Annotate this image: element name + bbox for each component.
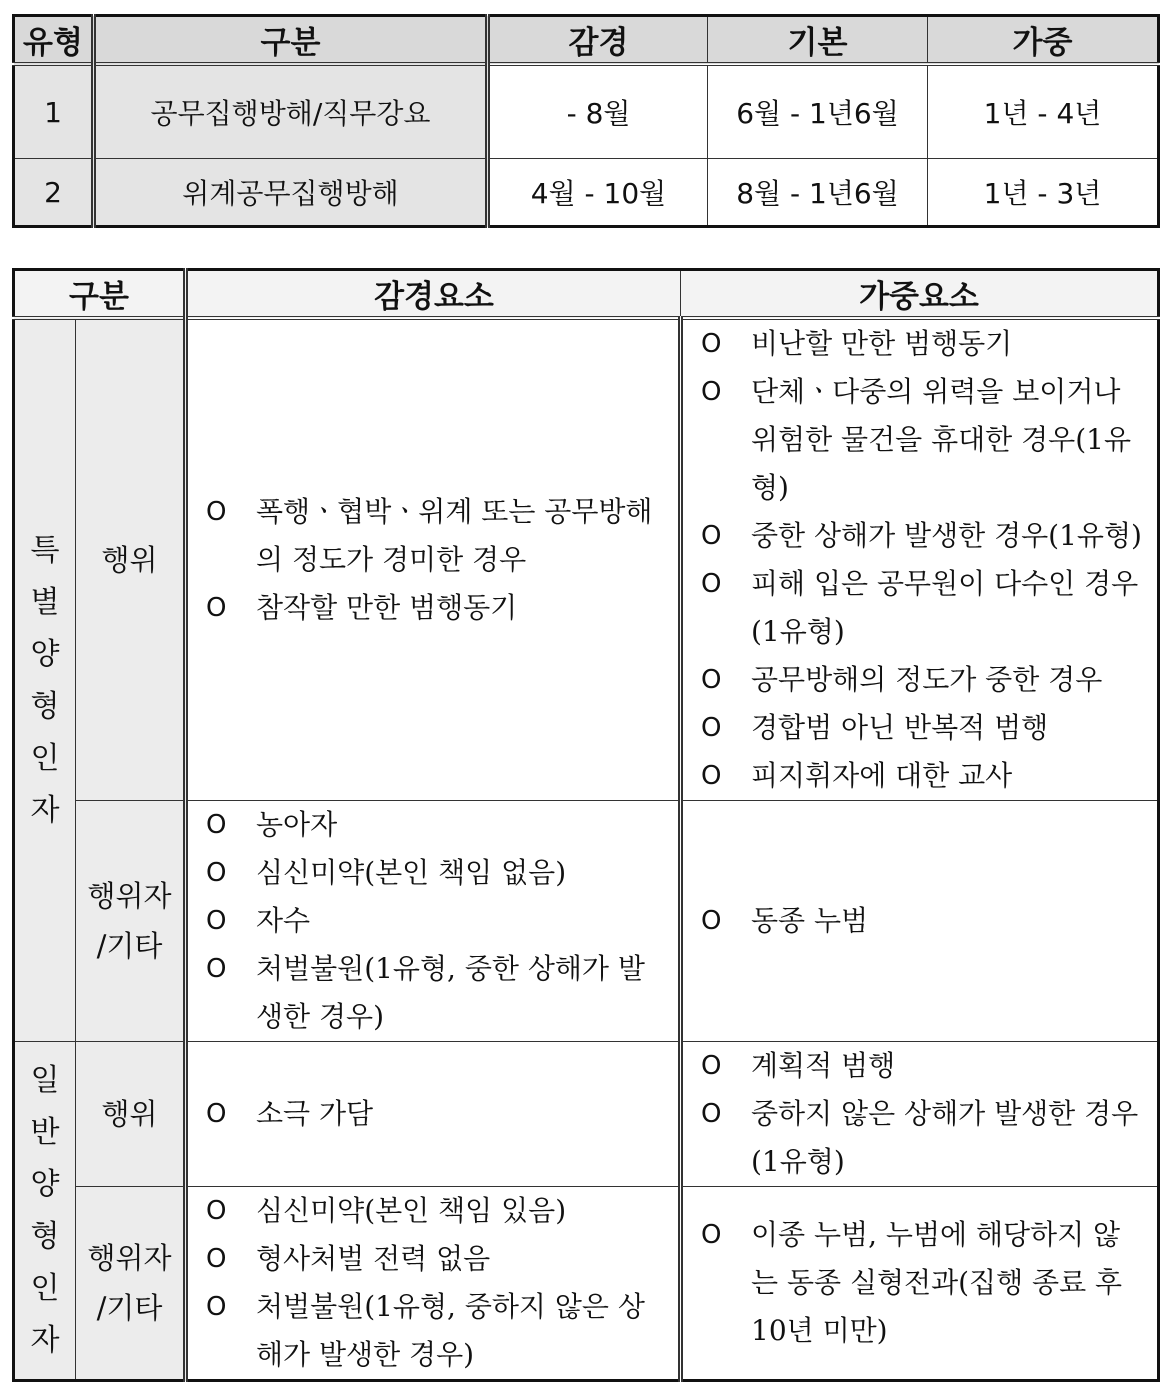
factor-list — [188, 1187, 678, 1379]
header-mitigating: 감경요소 — [186, 270, 681, 319]
bullet-circle-icon: O — [701, 1051, 722, 1081]
label-char: 형 — [30, 1218, 60, 1254]
mitigating-cell — [186, 1042, 681, 1187]
table-row — [14, 318, 1159, 801]
bullet-circle-icon: O — [206, 858, 227, 888]
header-division: 구분 — [14, 270, 186, 319]
actor-label — [76, 1187, 186, 1381]
mitigated-cell: - 8월 — [488, 64, 708, 159]
range-header-row — [14, 16, 1159, 65]
label-char: 양 — [30, 1166, 60, 1202]
bullet-circle-icon: O — [701, 665, 722, 695]
list-item — [701, 1042, 1147, 1090]
factor-text: 농아자 — [256, 808, 338, 841]
list-item — [206, 1283, 668, 1379]
bullet-circle-icon: O — [206, 1196, 227, 1226]
header-aggravating: 가중요소 — [681, 270, 1159, 319]
factor-header-row — [14, 270, 1159, 319]
bullet-circle-icon: O — [701, 906, 722, 936]
list-item — [701, 368, 1147, 512]
type-cell: 1 — [14, 64, 94, 159]
factor-text: 동종 누범 — [751, 904, 869, 937]
sentencing-range-table — [12, 14, 1160, 228]
list-item — [206, 1187, 668, 1235]
factor-text: 이종 누범, 누범에 해당하지 않는 동종 실형전과(집행 종료 후 10년 미만) — [751, 1218, 1123, 1347]
factor-text: 처벌불원(1유형, 중한 상해가 발생한 경우) — [256, 952, 645, 1033]
table-row — [14, 801, 1159, 1042]
factor-text: 형사처벌 전력 없음 — [256, 1242, 491, 1275]
list-item — [701, 752, 1147, 800]
factor-text: 소극 가담 — [256, 1097, 374, 1130]
actor-label — [76, 801, 186, 1042]
factor-list — [188, 1090, 678, 1138]
factor-list — [188, 488, 678, 632]
bullet-circle-icon: O — [701, 761, 722, 791]
list-item — [206, 849, 668, 897]
bullet-circle-icon: O — [206, 906, 227, 936]
factor-text: 비난할 만한 범행동기 — [751, 327, 1013, 360]
list-item — [206, 1235, 668, 1283]
bullet-circle-icon: O — [701, 1220, 722, 1250]
list-item — [206, 488, 668, 584]
list-item — [206, 584, 668, 632]
label-char: 일 — [30, 1062, 60, 1098]
factor-text: 폭행ㆍ협박ㆍ위계 또는 공무방해의 정도가 경미한 경우 — [256, 495, 653, 576]
factor-text: 심신미약(본인 책임 있음) — [256, 1194, 567, 1227]
type-cell: 2 — [14, 159, 94, 227]
label-char: 양 — [30, 636, 60, 672]
factor-list — [683, 320, 1157, 800]
mitigating-cell — [186, 801, 681, 1042]
factor-list — [683, 897, 1157, 945]
aggravating-cell — [681, 801, 1159, 1042]
list-item — [701, 656, 1147, 704]
header-type: 유형 — [14, 16, 94, 65]
list-item — [206, 945, 668, 1041]
label-char: 자 — [30, 1322, 60, 1358]
mitigating-cell — [186, 318, 681, 801]
list-item — [206, 801, 668, 849]
bullet-circle-icon: O — [701, 521, 722, 551]
label-line: /기타 — [96, 1291, 163, 1325]
basic-cell: 8월 - 1년6월 — [708, 159, 928, 227]
list-item — [701, 320, 1147, 368]
table-row — [14, 1042, 1159, 1187]
bullet-circle-icon: O — [206, 810, 227, 840]
bullet-circle-icon: O — [206, 593, 227, 623]
label-line: 행위자 — [87, 879, 172, 913]
bullet-circle-icon: O — [701, 569, 722, 599]
aggravated-cell: 1년 - 4년 — [928, 64, 1159, 159]
factor-text: 중한 상해가 발생한 경우(1유형) — [751, 519, 1142, 552]
aggravating-cell — [681, 318, 1159, 801]
factor-list — [683, 1211, 1157, 1355]
mitigating-cell — [186, 1187, 681, 1381]
label-char: 인 — [30, 740, 60, 776]
factor-text: 처벌불원(1유형, 중하지 않은 상해가 발생한 경우) — [256, 1290, 645, 1371]
act-label: 행위 — [76, 318, 186, 801]
division-cell: 공무집행방해/직무강요 — [94, 64, 488, 159]
label-char: 형 — [30, 688, 60, 724]
table-row — [14, 64, 1159, 159]
label-char: 인 — [30, 1270, 60, 1306]
table-row — [14, 1187, 1159, 1381]
factor-text: 공무방해의 정도가 중한 경우 — [751, 663, 1103, 696]
factor-list — [683, 1042, 1157, 1186]
bullet-circle-icon: O — [206, 1099, 227, 1129]
list-item — [701, 704, 1147, 752]
bullet-circle-icon: O — [206, 1292, 227, 1322]
list-item — [701, 897, 1147, 945]
general-factors-label — [14, 1042, 76, 1381]
label-line: 행위자 — [87, 1241, 172, 1275]
list-item — [206, 1090, 668, 1138]
label-line: /기타 — [96, 929, 163, 963]
sentencing-factor-table — [12, 268, 1160, 1382]
aggravated-cell: 1년 - 3년 — [928, 159, 1159, 227]
bullet-circle-icon: O — [701, 713, 722, 743]
factor-text: 단체ㆍ다중의 위력을 보이거나 위험한 물건을 휴대한 경우(1유형) — [751, 375, 1132, 504]
aggravating-cell — [681, 1187, 1159, 1381]
factor-text: 피해 입은 공무원이 다수인 경우(1유형) — [751, 567, 1139, 648]
special-factors-label — [14, 318, 76, 1042]
bullet-circle-icon: O — [206, 954, 227, 984]
label-char: 특 — [30, 532, 60, 568]
basic-cell: 6월 - 1년6월 — [708, 64, 928, 159]
factor-text: 계획적 범행 — [751, 1049, 896, 1082]
bullet-circle-icon: O — [701, 1099, 722, 1129]
factor-text: 심신미약(본인 책임 없음) — [256, 856, 567, 889]
aggravating-cell — [681, 1042, 1159, 1187]
bullet-circle-icon: O — [206, 1244, 227, 1274]
header-aggravated: 가중 — [928, 16, 1159, 65]
list-item — [206, 897, 668, 945]
list-item — [701, 512, 1147, 560]
header-basic: 기본 — [708, 16, 928, 65]
factor-text: 피지휘자에 대한 교사 — [751, 759, 1013, 792]
table-row — [14, 159, 1159, 227]
mitigated-cell: 4월 - 10월 — [488, 159, 708, 227]
label-char: 별 — [30, 584, 60, 620]
bullet-circle-icon: O — [206, 497, 227, 527]
header-mitigated: 감경 — [488, 16, 708, 65]
division-cell: 위계공무집행방해 — [94, 159, 488, 227]
factor-text: 참작할 만한 범행동기 — [256, 591, 518, 624]
list-item — [701, 1211, 1147, 1355]
factor-text: 자수 — [256, 904, 311, 937]
list-item — [701, 560, 1147, 656]
header-division: 구분 — [94, 16, 488, 65]
factor-text: 경합범 아닌 반복적 범행 — [751, 711, 1049, 744]
bullet-circle-icon: O — [701, 377, 722, 407]
factor-list — [188, 801, 678, 1041]
label-char: 자 — [30, 792, 60, 828]
factor-text: 중하지 않은 상해가 발생한 경우(1유형) — [751, 1097, 1139, 1178]
act-label: 행위 — [76, 1042, 186, 1187]
label-char: 반 — [30, 1114, 60, 1150]
list-item — [701, 1090, 1147, 1186]
bullet-circle-icon: O — [701, 329, 722, 359]
